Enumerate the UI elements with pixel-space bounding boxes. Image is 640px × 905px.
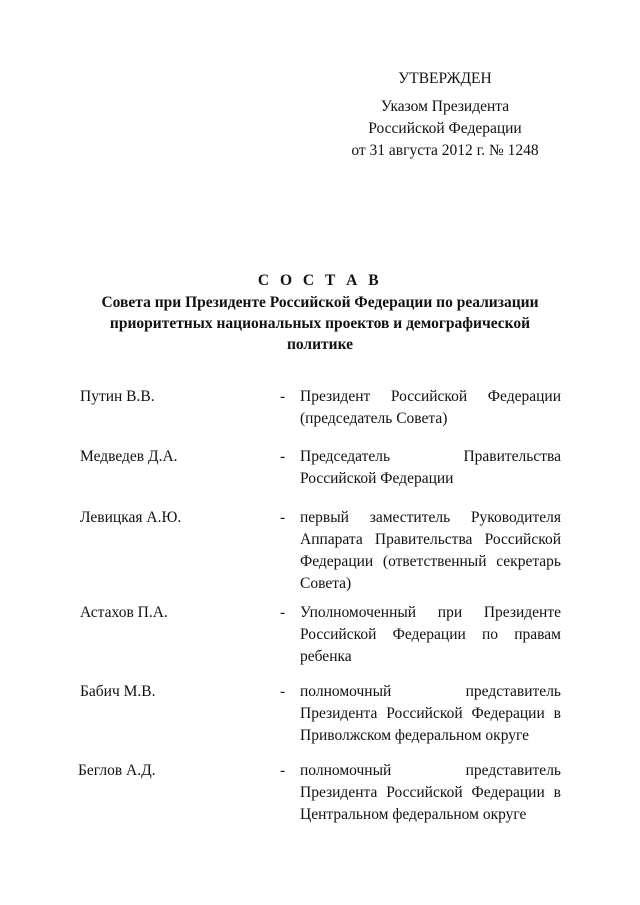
member-dash: - [280,448,286,465]
approval-block [330,68,560,162]
approval-title: УТВЕРЖДЕН [398,70,492,87]
member-dash: - [280,509,286,526]
document-subtitle: Совета при Президенте Российской Федерации по реализации приоритетных национальных проектов и демографической политике [101,294,539,353]
member-position: первый заместитель Руководителя Аппарата Правительства Российской Федерации (ответственный секретарь Совета) [300,509,561,592]
approval-line-country: Российской Федерации [368,120,522,137]
member-name: Медведев Д.А. [80,448,178,465]
member-position: Председатель Правительства Российской Федерации [300,448,561,487]
member-dash: - [280,388,286,405]
document-title: С О С Т А В [257,272,383,289]
member-name: Левицкая А.Ю. [80,509,182,526]
approval-line-decree: Указом Президента [380,98,510,115]
member-dash: - [280,683,286,700]
member-name: Беглов А.Д. [78,762,156,779]
member-dash: - [280,762,286,779]
member-position: полномочный представитель Президента Российской Федерации в Центральном федеральном округе [300,762,561,823]
approval-line-date: от 31 августа 2012 г. № 1248 [351,142,539,159]
member-name: Бабич М.В. [80,683,156,700]
member-name: Путин В.В. [80,388,155,405]
document-heading [80,270,560,355]
member-name: Астахов П.А. [80,604,168,621]
member-position: полномочный представитель Президента Российской Федерации в Приволжском федеральном округе [300,683,561,744]
member-position: Президент Российской Федерации (председатель Совета) [300,388,561,427]
member-position: Уполномоченный при Президенте Российской Федерации по правам ребенка [300,604,561,665]
member-dash: - [280,604,286,621]
